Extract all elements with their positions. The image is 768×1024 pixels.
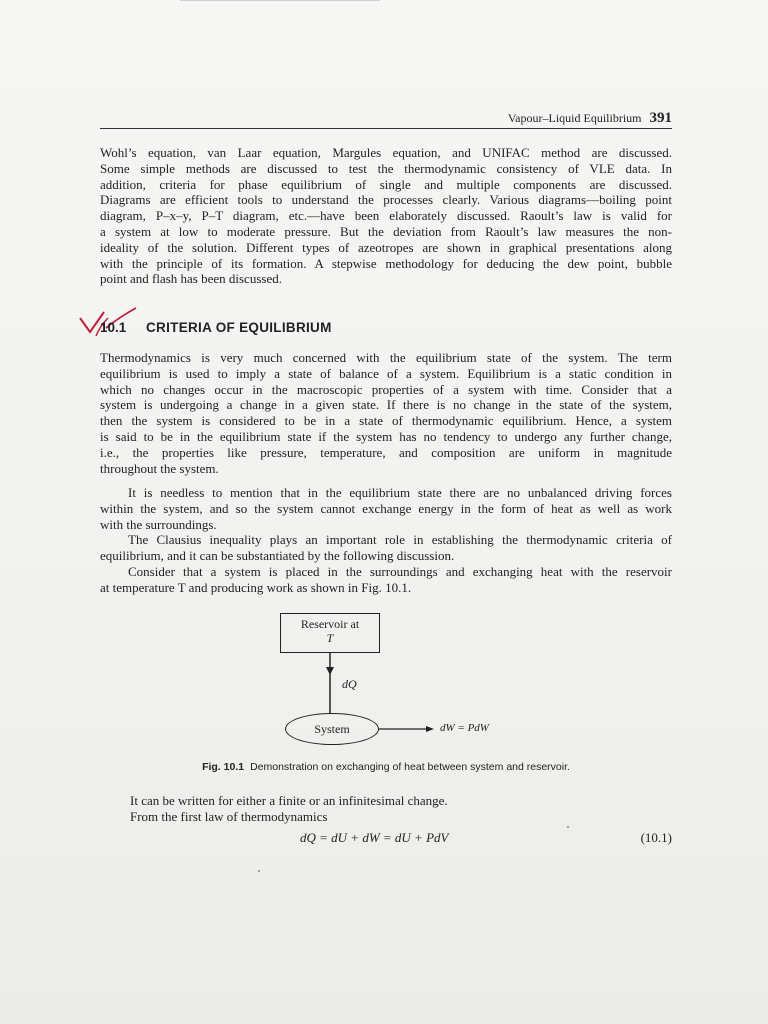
text-line: Diagrams are efficient tools to understand the processes clearly. Various diagrams—boiling point	[100, 192, 672, 208]
caption-text: Demonstration on exchanging of heat between system and reservoir.	[250, 761, 570, 773]
text-line: equilibrium, and it can be substantiated by the following discussion.	[100, 547, 455, 563]
text-line: at temperature T and producing work as shown in Fig. 10.1.	[100, 579, 412, 595]
text-line: Consider that a system is placed in the surroundings and exchanging heat with the reservoir	[128, 564, 672, 579]
text-line: with the principle of its formation. A stepwise methodology for deducing the dew point, bubble	[100, 255, 672, 271]
text-line: ideality of the solution. Different types of azeotropes are shown in graphical presentations along	[100, 239, 672, 255]
text-line: with the surroundings.	[100, 516, 217, 532]
text-line: It can be written for either a finite or an infinitesimal change.	[130, 793, 448, 808]
after-figure-text	[130, 793, 670, 825]
section-number: 10.1	[100, 320, 127, 335]
reservoir-box	[280, 613, 380, 653]
text-line: Some simple methods are discussed to test the thermodynamic consistency of VLE data. In	[100, 160, 672, 176]
text-line: Thermodynamics is very much concerned with the equilibrium state of the system. The term	[100, 350, 672, 365]
text-line: diagram, P–x–y, P–T diagram, etc.—have been elaborately discussed. Raoult’s law is valid for	[100, 208, 672, 224]
header-rule	[100, 128, 672, 129]
text-line: then the system is considered to be in a state of thermodynamic equilibrium. Hence, a system	[100, 413, 672, 429]
body-paragraph-3	[100, 532, 672, 564]
caption-label: Fig. 10.1	[202, 761, 245, 773]
heat-flow-label: dQ	[342, 677, 357, 691]
reservoir-label: Reservoir at	[300, 617, 360, 631]
intro-paragraph	[100, 145, 672, 287]
section-heading	[100, 314, 672, 344]
figure-10-1	[270, 605, 550, 755]
text-line: system is undergoing a change in a given state. If there is no change in the state of the system,	[100, 397, 672, 413]
equation-body: dQ = dU + dW = dU + PdV	[300, 830, 449, 845]
text-line: The Clausius inequality plays an important role in establishing the thermodynamic criteria of	[128, 532, 672, 547]
system-ellipse	[285, 713, 379, 745]
text-line: From the first law of thermodynamics	[130, 808, 328, 824]
page-number: 391	[649, 110, 672, 126]
text-line: i.e., the properties like pressure, temperature, and composition are uniform in magnitude	[100, 444, 672, 460]
top-edge-line	[180, 0, 380, 1]
speck	[567, 826, 569, 828]
text-line: Wohl’s equation, van Laar equation, Margules equation, and UNIFAC method are discussed.	[100, 145, 672, 160]
text-line: point and flash has been discussed.	[100, 271, 282, 287]
text-line: equilibrium is used to imply a state of balance of a system. Equilibrium is a static condition in	[100, 365, 672, 381]
section-title: CRITERIA OF EQUILIBRIUM	[146, 320, 332, 335]
body-paragraph-1	[100, 350, 672, 476]
figure-caption	[100, 761, 672, 773]
equation-number: (10.1)	[640, 830, 672, 845]
work-label: dW = PdW	[440, 722, 489, 734]
text-line: is said to be in the equilibrium state if the system has no tendency to undergo any further change,	[100, 428, 672, 444]
text-line: which no changes occur in the macroscopic properties of a system with time. Consider that a	[100, 381, 672, 397]
system-label: System	[314, 722, 350, 736]
text-line: a system at low to moderate pressure. But the deviation from Raoult’s law measures the non-	[100, 223, 672, 239]
body-paragraph-2	[100, 485, 672, 532]
speck	[258, 870, 260, 872]
body-paragraph-4	[100, 564, 672, 596]
text-line: within the system, and so the system cannot exchange energy in the form of heat as well as work	[100, 500, 672, 516]
text-line: throughout the system.	[100, 460, 219, 476]
equation-10-1	[100, 830, 672, 848]
running-header	[440, 110, 672, 127]
running-title: Vapour–Liquid Equilibrium	[507, 111, 642, 125]
text-line: It is needless to mention that in the equilibrium state there are no unbalanced driving forces	[128, 485, 672, 500]
reservoir-temperature: T	[326, 631, 334, 645]
text-line: addition, criteria for phase equilibrium of single and multiple components are discussed.	[100, 176, 672, 192]
